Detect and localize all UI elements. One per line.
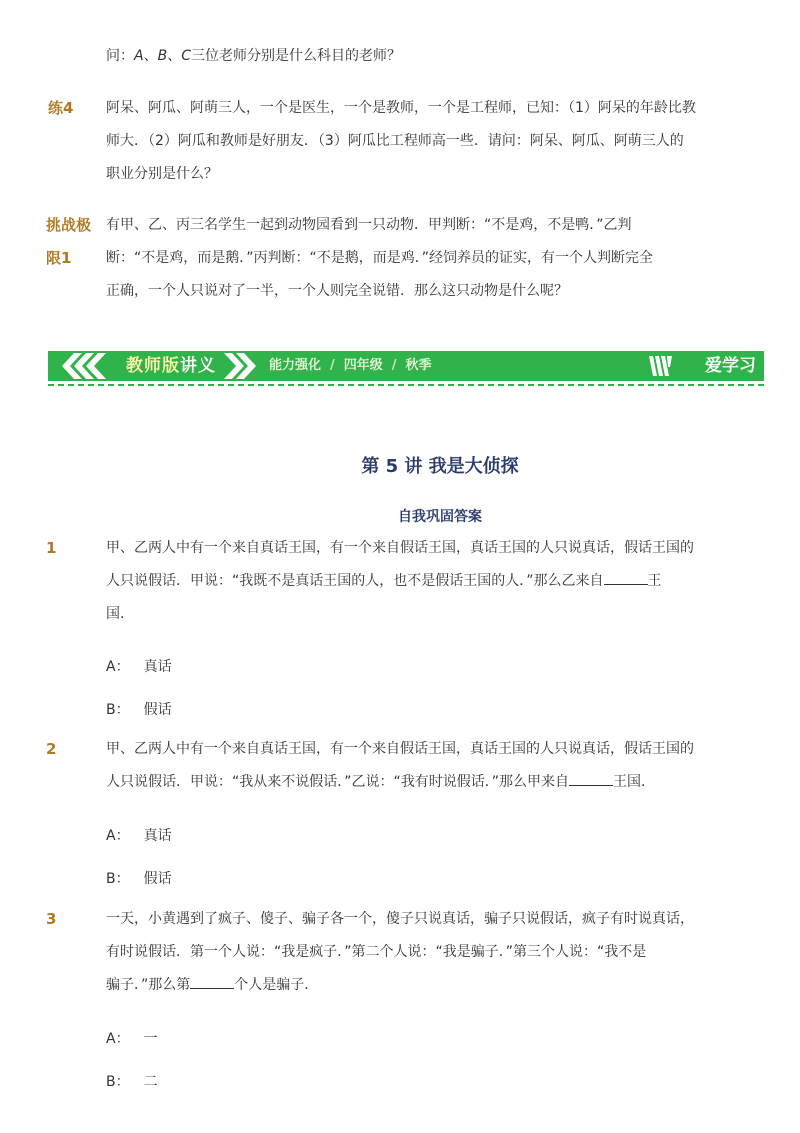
answer-blank (604, 570, 648, 585)
question-number: 3 (46, 910, 57, 928)
banner-title: 教师版讲义 (126, 356, 216, 376)
question-fragment: 问：A、B、C三位老师分别是什么科目的老师？ (106, 48, 401, 64)
answer-blank (569, 771, 613, 786)
breadcrumb: 能力强化 / 四年级 / 秋季 (269, 358, 432, 373)
challenge-label: 挑战极 限1 (46, 216, 92, 267)
question-number: 1 (46, 539, 57, 557)
answer-section-title: 自我巩固答案 (398, 509, 482, 525)
question-2-text: 甲、乙两人中有一个来自真话王国，有一个来自假话王国，真话王国的人只说真话，假话王国的 人只说假话．甲说：“我从来不说假话．”乙说：“我有时说假话．”那么甲来自 王国． (106, 741, 694, 790)
exercise-label: 练4 (48, 99, 74, 117)
question-number: 2 (46, 740, 57, 758)
brand-logo-icon (648, 355, 674, 377)
challenge-text: 有甲、乙、丙三名学生一起到动物园看到一只动物．甲判断：“不是鸡，不是鸭．”乙判 断：“不是鸡，而是鹅．”丙判断：“不是鹅，而是鸡．”经饲养员的证实，有一个人判断完全 正确，一个人只说对了一半，一个人则完全说错．那么这只动物是什么呢？ (106, 217, 654, 299)
option-a[interactable]: A： 一 (106, 1031, 158, 1047)
section-banner (48, 351, 764, 381)
brand-logo-text: 爱学习 (705, 356, 756, 376)
option-b[interactable]: B： 假话 (106, 871, 172, 887)
lecture-title: 第 5 讲 我是大侦探 (361, 456, 519, 477)
exercise-text: 阿呆、阿瓜、阿萌三人，一个是医生，一个是教师，一个是工程师，已知：（1）阿呆的年龄比教 师大．（2）阿瓜和教师是好朋友．（3）阿瓜比工程师高一些．请问：阿呆、阿瓜、阿萌三人的 职业分别是什么？ (106, 100, 696, 182)
option-b[interactable]: B： 二 (106, 1074, 158, 1090)
chevrons-left-icon (52, 351, 118, 381)
question-1-text: 甲、乙两人中有一个来自真话王国，有一个来自假话王国，真话王国的人只说真话，假话王国的 人只说假话．甲说：“我既不是真话王国的人，也不是假话王国的人．”那么乙来自 王 国． (106, 540, 694, 622)
question-3-text: 一天，小黄遇到了疯子、傻子、骗子各一个，傻子只说真话，骗子只说假话，疯子有时说真话， 有时说假话．第一个人说：“我是疯子．”第二个人说：“我是骗子．”第三个人说：“我不是 骗子．”那么第 个人是骗子． (106, 911, 694, 993)
option-a[interactable]: A： 真话 (106, 659, 172, 675)
banner-divider (48, 384, 764, 386)
answer-blank (190, 974, 234, 989)
option-b[interactable]: B： 假话 (106, 702, 172, 718)
option-a[interactable]: A： 真话 (106, 828, 172, 844)
chevrons-right-icon (218, 351, 264, 381)
